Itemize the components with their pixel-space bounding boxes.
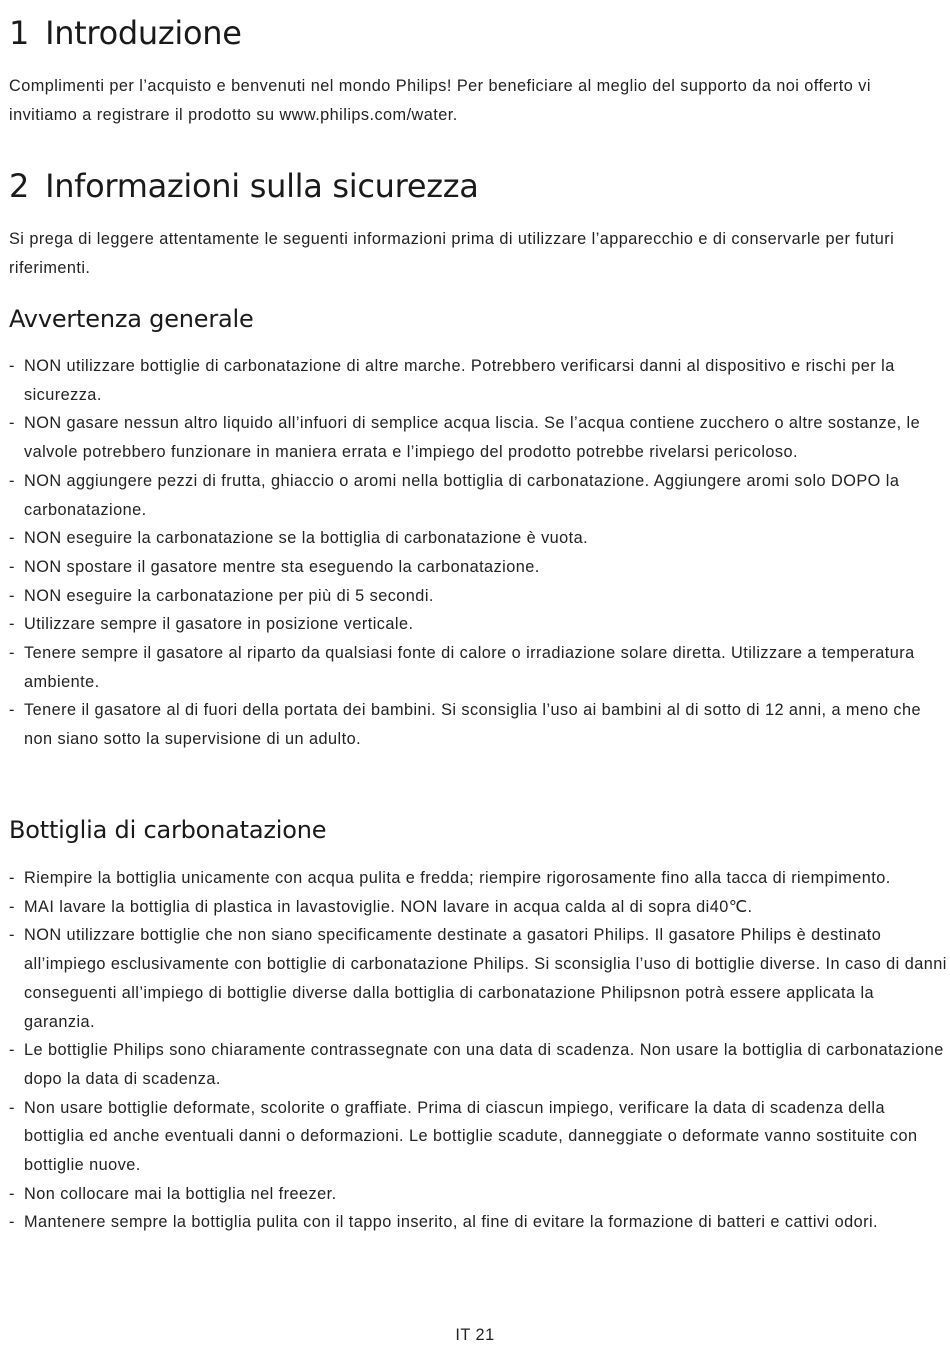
list-item: - Utilizzare sempre il gasatore in posizione verticale. — [9, 610, 944, 639]
section-title: Informazioni sulla sicurezza — [45, 167, 479, 205]
list-item: - NON eseguire la carbonatazione se la bottiglia di carbonatazione è vuota. — [9, 524, 944, 553]
page-number: IT 21 — [455, 1326, 495, 1344]
list-item: - NON utilizzare bottiglie che non siano specificamente destinate a gasatori Philips. Il gasatore Philips è destinato all’impiego esclusivamente con bottiglie di carbonatazione Philips. Si sconsiglia l’uso di bottiglie diverse. In caso di danni conseguenti all’impiego di bottiglie diverse dalla bottiglia di carbonatazione Philipsnon potrà essere applicata la garanzia. — [9, 921, 949, 1036]
list-item: - Tenere sempre il gasatore al riparto da qualsiasi fonte di calore o irradiazione solare diretta. Utilizzare a temperatura ambiente. — [9, 639, 944, 696]
safety-paragraph: Si prega di leggere attentamente le seguenti informazioni prima di utilizzare l’apparecchio e di conservarle per futuri riferimenti. — [9, 230, 895, 277]
list-item: - MAI lavare la bottiglia di plastica in lavastoviglie. NON lavare in acqua calda al di sopra di40℃. — [9, 893, 949, 922]
bottle-list — [9, 864, 949, 1237]
subheading-avvertenza-generale: Avvertenza generale — [9, 305, 254, 333]
list-item: - Non usare bottiglie deformate, scolorite o graffiate. Prima di ciascun impiego, verificare la data di scadenza della bottiglia ed anche eventuali danni o deformazioni. Le bottiglie scadute, danneggiate o deformate vanno sostituite con bottiglie nuove. — [9, 1094, 949, 1180]
list-item: - Mantenere sempre la bottiglia pulita con il tappo inserito, al fine di evitare la formazione di batteri e cattivi odori. — [9, 1208, 949, 1237]
intro-paragraph: Complimenti per l’acquisto e benvenuti nel mondo Philips! Per beneficiare al meglio del supporto da noi offerto vi invitiamo a registrare il prodotto su www.philips.com/water. — [9, 77, 871, 124]
section-heading-sicurezza — [9, 167, 479, 205]
general-warning-list — [9, 352, 944, 754]
subheading-bottiglia: Bottiglia di carbonatazione — [9, 816, 327, 844]
list-item: - NON spostare il gasatore mentre sta eseguendo la carbonatazione. — [9, 553, 944, 582]
list-item: - NON gasare nessun altro liquido all’infuori di semplice acqua liscia. Se l’acqua contiene zucchero o altre sostanze, le valvole potrebbero funzionare in maniera errata e l’impiego del prodotto potrebbe rivelarsi pericoloso. — [9, 409, 944, 466]
list-item: - Riempire la bottiglia unicamente con acqua pulita e fredda; riempire rigorosamente fino alla tacca di riempimento. — [9, 864, 949, 893]
list-item: - Tenere il gasatore al di fuori della portata dei bambini. Si sconsiglia l’uso ai bambini al di sotto di 12 anni, a meno che non siano sotto la supervisione di un adulto. — [9, 696, 944, 753]
list-item: - Le bottiglie Philips sono chiaramente contrassegnate con una data di scadenza. Non usare la bottiglia di carbonatazione dopo la data di scadenza. — [9, 1036, 949, 1093]
section-number: 1 — [9, 14, 30, 52]
list-item: - NON eseguire la carbonatazione per più di 5 secondi. — [9, 582, 944, 611]
list-item: - NON utilizzare bottiglie di carbonatazione di altre marche. Potrebbero verificarsi danni al dispositivo e rischi per la sicurezza. — [9, 352, 944, 409]
section-number: 2 — [9, 167, 30, 205]
list-item: - Non collocare mai la bottiglia nel freezer. — [9, 1180, 949, 1209]
list-item: - NON aggiungere pezzi di frutta, ghiaccio o aromi nella bottiglia di carbonatazione. Aggiungere aromi solo DOPO la carbonatazione. — [9, 467, 944, 524]
section-title: Introduzione — [45, 14, 242, 52]
section-heading-introduzione — [9, 14, 242, 52]
